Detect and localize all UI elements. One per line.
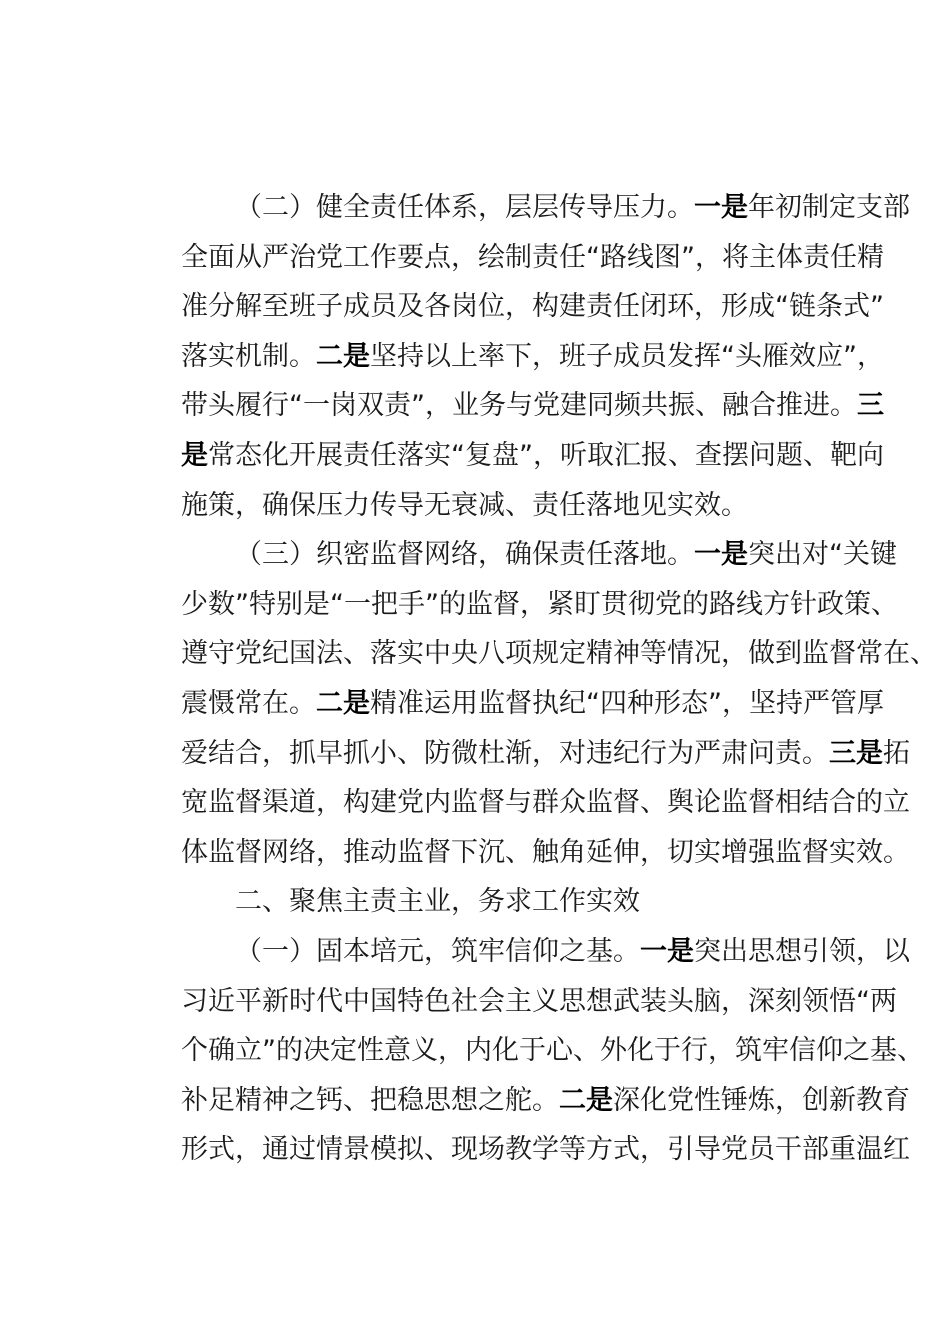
- text-line: [127, 927, 910, 977]
- text-line: [127, 332, 884, 382]
- text-run: 精准运用监督执纪“四种形态”，坚持严管厚: [370, 687, 884, 719]
- bold-marker: 二是: [559, 1084, 613, 1116]
- text-run: 补足精神之钙、把稳思想之舵。: [181, 1084, 559, 1116]
- document-body: [127, 183, 937, 1175]
- bold-marker: 三: [856, 390, 884, 422]
- bold-marker: 三是: [829, 737, 883, 769]
- paragraph-responsibility-system: [127, 183, 910, 530]
- text-line: [127, 1076, 910, 1126]
- text-line: 宽监督渠道，构建党内监督与群众监督、舆论监督相结合的立: [181, 787, 910, 819]
- bold-marker: 是: [181, 439, 208, 471]
- text-run: （三）织密监督网络，确保责任落地。: [235, 539, 694, 571]
- text-line: 习近平新时代中国特色社会主义思想武装头脑，深刻领悟“两: [181, 985, 897, 1017]
- text-run: 常态化开展责任落实“复盘”，听取汇报、查摆问题、靶向: [208, 439, 884, 471]
- bold-marker: 二是: [316, 687, 370, 719]
- bold-marker: 二是: [316, 340, 370, 372]
- text-run: 落实机制。: [181, 340, 316, 372]
- text-run: 突出思想引领，以: [694, 935, 910, 967]
- bold-marker: 一是: [640, 935, 694, 967]
- text-run: （一）固本培元，筑牢信仰之基。: [235, 935, 640, 967]
- text-run: 突出对“关键: [748, 539, 897, 571]
- text-run: 拓: [883, 737, 910, 769]
- text-line: 少数”特别是“一把手”的监督，紧盯贯彻党的路线方针政策、: [181, 588, 898, 620]
- text-line: 准分解至班子成员及各岗位，构建责任闭环，形成“链条式”: [181, 291, 884, 323]
- text-line: 遵守党纪国法、落实中央八项规定精神等情况，做到监督常在、: [181, 638, 937, 670]
- text-run: 年初制定支部: [748, 192, 910, 223]
- text-line: 施策，确保压力传导无衰减、责任落地见实效。: [181, 489, 748, 521]
- text-line: [127, 381, 884, 431]
- text-line: [127, 679, 884, 729]
- text-run: 带头履行“一岗双责”，业务与党建同频共振、融合推进。: [181, 390, 857, 422]
- text-run: 震慑常在。: [181, 687, 316, 719]
- text-run: 深化党性锤炼，创新教育: [613, 1084, 910, 1116]
- paragraph-faith-foundation: [127, 927, 924, 1175]
- paragraph-supervision-network: [127, 530, 937, 877]
- text-line: [127, 183, 910, 233]
- text-run: （二）健全责任体系，层层传导压力。: [235, 192, 694, 223]
- section-heading-text: 二、聚焦主责主业，务求工作实效: [235, 886, 640, 918]
- text-line: [127, 729, 910, 779]
- text-run: 坚持以上率下，班子成员发挥“头雁效应”，: [370, 340, 884, 372]
- text-line: 体监督网络，推动监督下沉、触角延伸，切实增强监督实效。: [181, 836, 910, 868]
- text-line: [127, 530, 897, 580]
- text-line: 形式，通过情景模拟、现场教学等方式，引导党员干部重温红: [181, 1134, 910, 1166]
- text-line: [127, 431, 884, 481]
- bold-marker: 一是: [694, 539, 748, 571]
- text-line: 全面从严治党工作要点，绘制责任“路线图”，将主体责任精: [181, 241, 884, 273]
- bold-marker: 一是: [694, 192, 748, 223]
- text-run: 爱结合，抓早抓小、防微杜渐，对违纪行为严肃问责。: [181, 737, 829, 769]
- section-heading: [127, 877, 837, 927]
- text-line: 个确立”的决定性意义，内化于心、外化于行，筑牢信仰之基、: [181, 1035, 924, 1067]
